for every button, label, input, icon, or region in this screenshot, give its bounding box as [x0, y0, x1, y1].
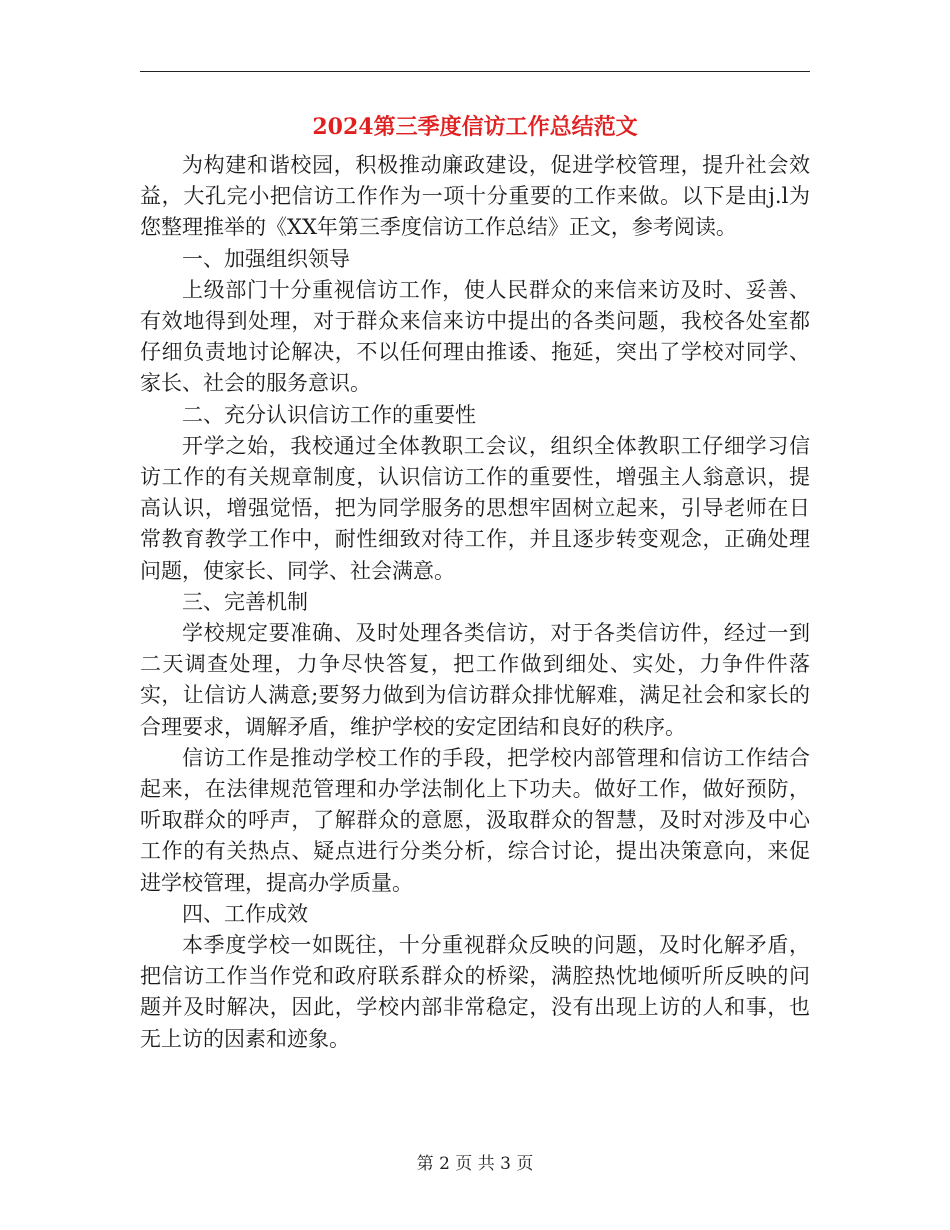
- document-title: 2024第三季度信访工作总结范文: [312, 114, 638, 140]
- section-heading-4: 四、工作成效: [182, 901, 308, 926]
- page-number: 第 2 页 共 3 页: [416, 1154, 534, 1174]
- section-paragraph-4: 本季度学校一如既往，十分重视群众反映的问题，及时化解矛盾，把信访工作当作党和政府联系群众的桥梁，满腔热忱地倾听所反映的问题并及时解决，因此，学校内部非常稳定，没有出现上访的人和事，也无上访的因素和迹象。: [140, 933, 810, 1051]
- section-heading-2: 二、充分认识信访工作的重要性: [182, 402, 476, 427]
- section-paragraph-2: 开学之始，我校通过全体教职工会议，组织全体教职工仔细学习信访工作的有关规章制度，认识信访工作的重要性，增强主人翁意识，提高认识，增强觉悟，把为同学服务的思想牢固树立起来，引导老师在日常教育教学工作中，耐性细致对待工作，并且逐步转变观念，正确处理问题，使家长、同学、社会满意。: [140, 433, 810, 583]
- section-paragraph-3b: 信访工作是推动学校工作的手段，把学校内部管理和信访工作结合起来，在法律规范管理和办学法制化上下功夫。做好工作，做好预防，听取群众的呼声，了解群众的意愿，汲取群众的智慧，及时对涉及中心工作的有关热点、疑点进行分类分析，综合讨论，提出决策意向，来促进学校管理，提高办学质量。: [140, 745, 810, 895]
- document-body: [140, 150, 810, 1055]
- section-paragraph-1: 上级部门十分重视信访工作，使人民群众的来信来访及时、妥善、有效地得到处理，对于群众来信来访中提出的各类问题，我校各处室都仔细负责地讨论解决，不以任何理由推诿、拖延，突出了学校对同学、家长、社会的服务意识。: [140, 277, 810, 396]
- header-rule: [140, 71, 810, 72]
- intro-paragraph: 为构建和谐校园，积极推动廉政建设，促进学校管理，提升社会效益，大孔完小把信访工作作为一项十分重要的工作来做。以下是由j.l为您整理推举的《XX年第三季度信访工作总结》正文，参考阅读。: [140, 153, 810, 240]
- section-paragraph-3: 学校规定要准确、及时处理各类信访，对于各类信访件，经过一到二天调查处理，力争尽快答复，把工作做到细处、实处，力争件件落实，让信访人满意;要努力做到为信访群众排忧解难，满足社会和家长的合理要求，调解矛盾，维护学校的安定团结和良好的秩序。: [140, 621, 810, 739]
- section-heading-3: 三、完善机制: [182, 589, 308, 614]
- section-heading-1: 一、加强组织领导: [182, 246, 350, 271]
